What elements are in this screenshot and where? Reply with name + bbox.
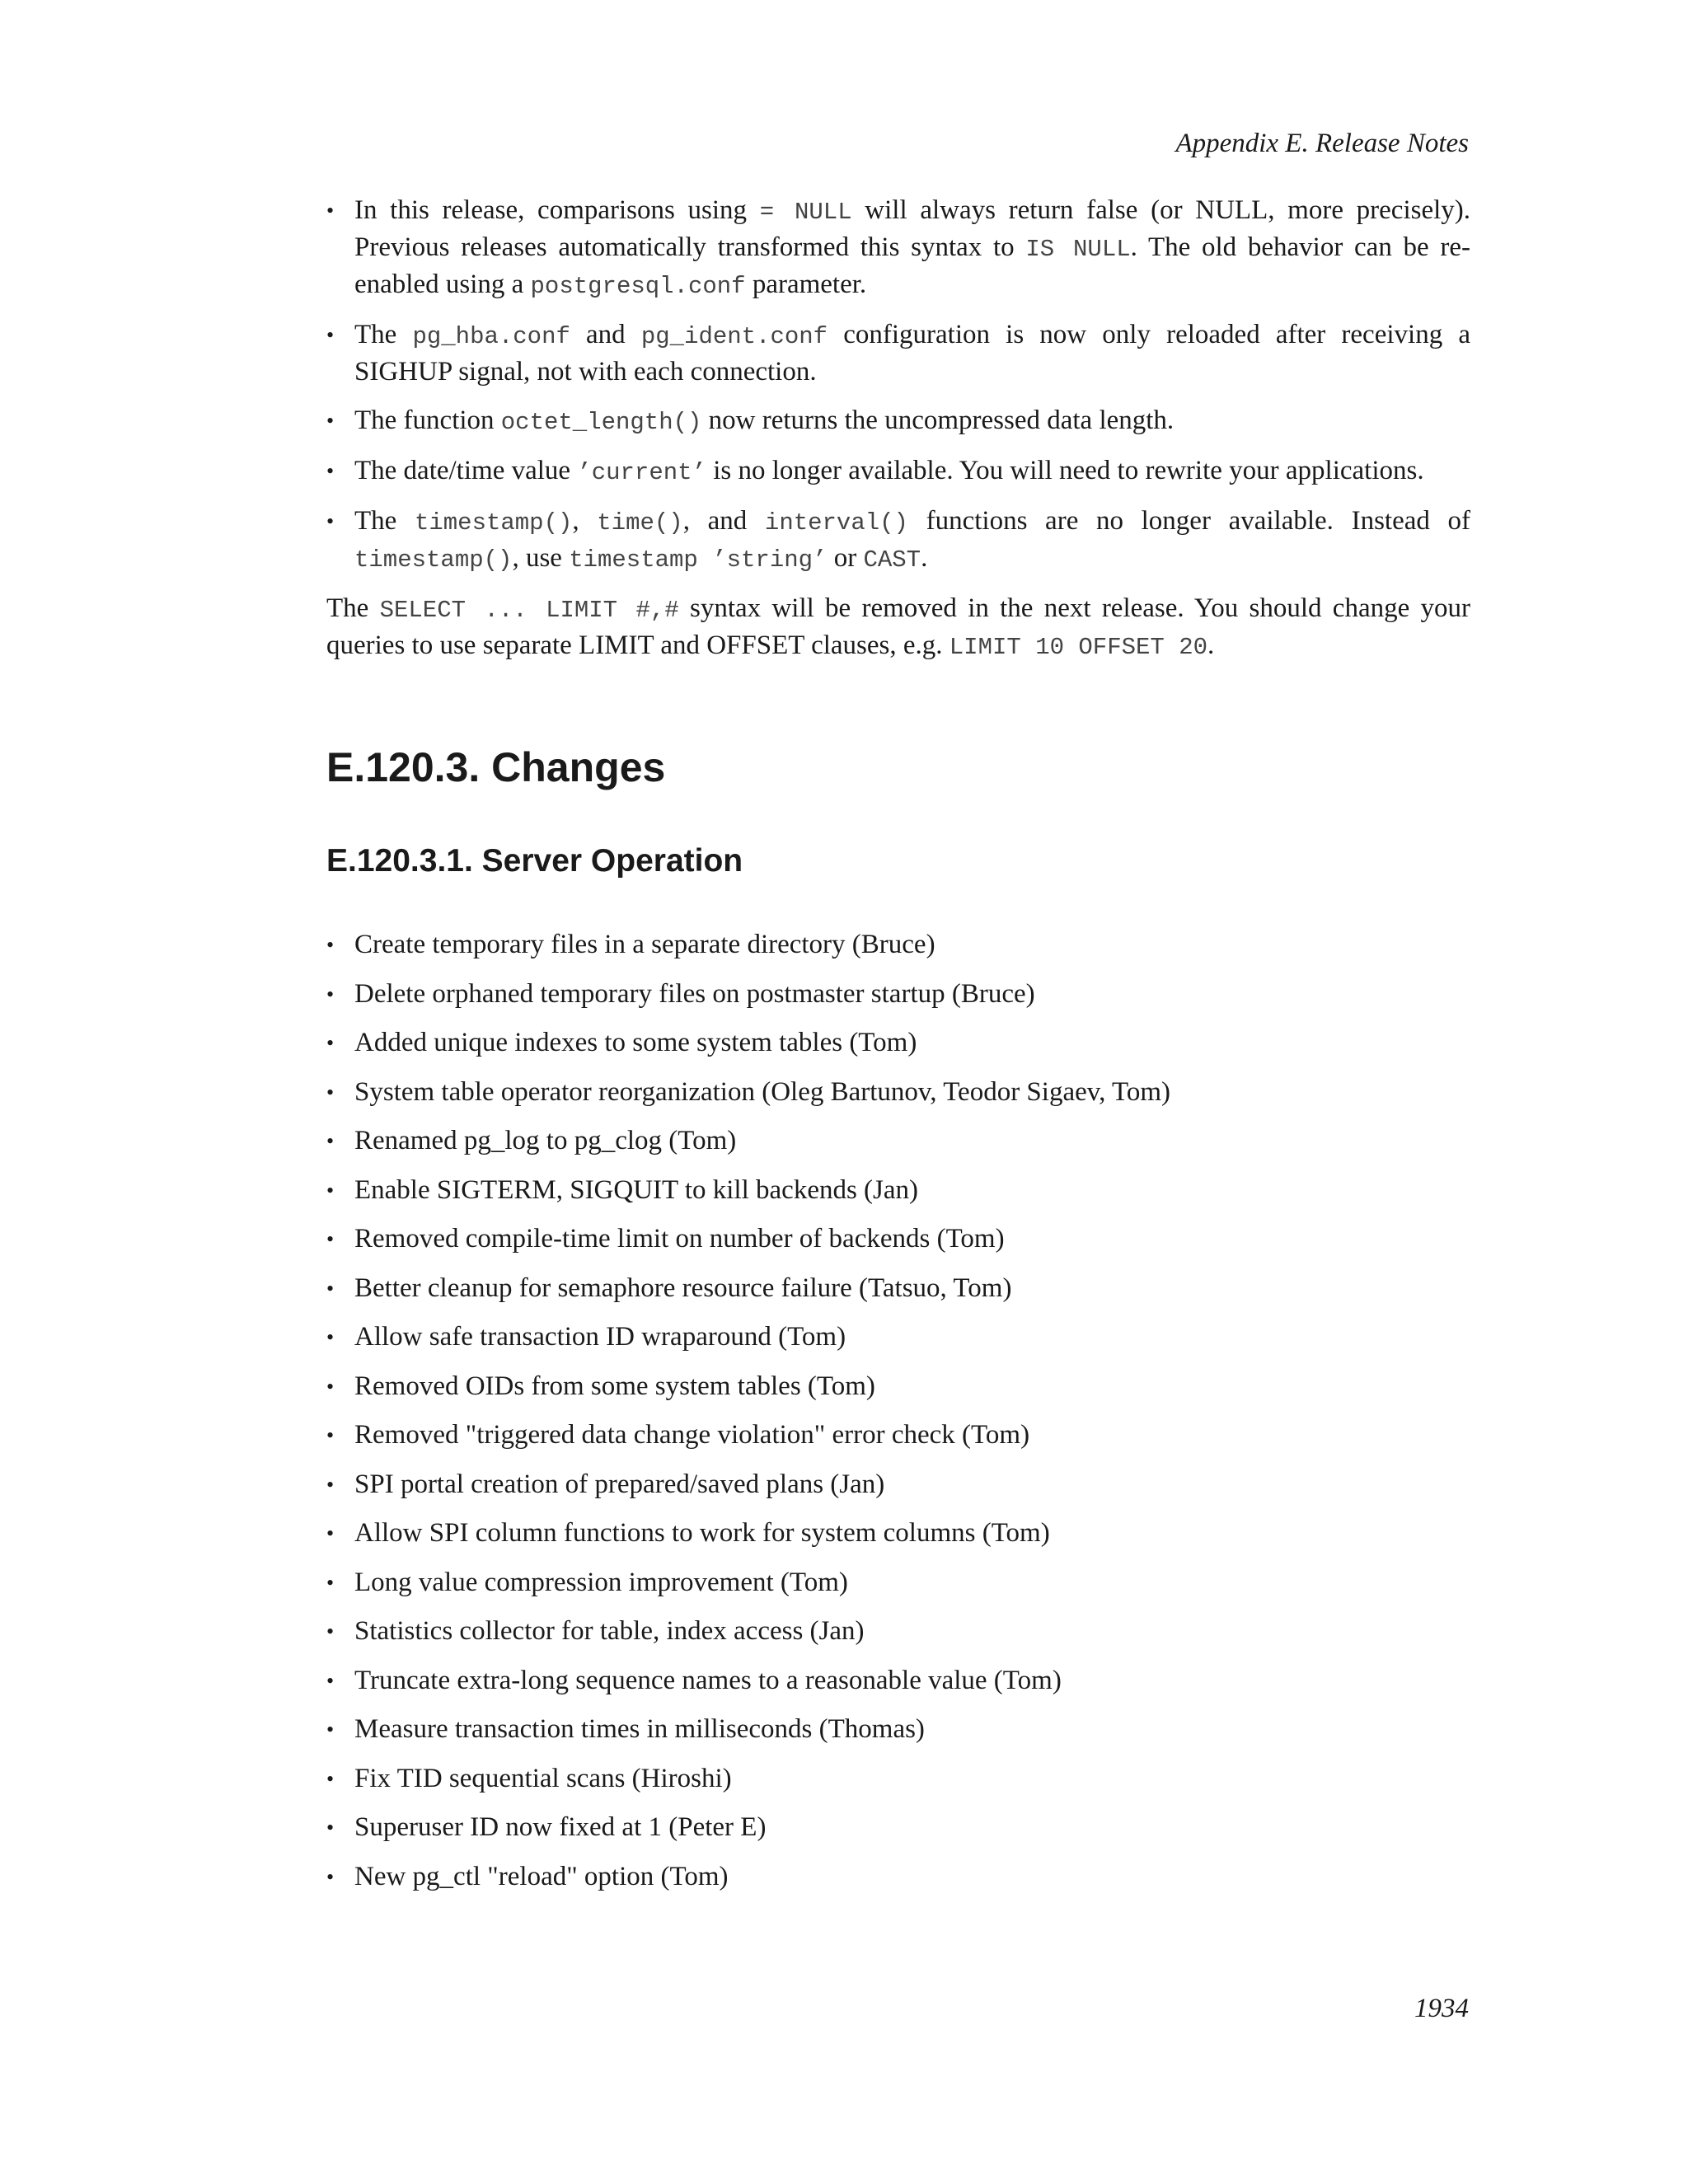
subsection-heading: E.120.3.1. Server Operation (326, 843, 743, 879)
code-span: pg_hba.conf (412, 323, 570, 350)
code-span: interval() (764, 509, 908, 537)
code-span: CAST (863, 546, 921, 574)
list-item: • Statistics collector for table, index access (Jan) (326, 1614, 1470, 1649)
list-item: • Renamed pg_log to pg_clog (Tom) (326, 1123, 1470, 1159)
list-item: • System table operator reorganization (Oleg Bartunov, Teodor Sigaev, Tom) (326, 1075, 1470, 1110)
list-item: • The pg_hba.conf and pg_ident.conf configuration is now only reloaded after receiving a SIGHUP signal, not with each connection. (326, 317, 1470, 390)
list-item: • Removed compile-time limit on number of backends (Tom) (326, 1221, 1470, 1257)
list-item: • Truncate extra-long sequence names to a reasonable value (Tom) (326, 1663, 1470, 1699)
code-span: = NULL (759, 199, 852, 226)
server-operation-list (326, 927, 1470, 1895)
code-span: ’current’ (577, 459, 706, 486)
code-span: pg_ident.conf (640, 323, 828, 350)
list-item: • In this release, comparisons using = NULL will always return false (or NULL, more precisely). Previous releases automatically transformed this syntax to IS NULL. The old behavior can be re-enabled using a postgresql.conf parameter. (326, 193, 1470, 304)
list-item: • SPI portal creation of prepared/saved plans (Jan) (326, 1467, 1470, 1502)
list-item: • The timestamp(), time(), and interval() functions are no longer available. Instead of timestamp(), use timestamp ’string’ or CAST. (326, 504, 1470, 578)
section-heading: E.120.3. Changes (326, 744, 666, 790)
list-item: • Long value compression improvement (Tom) (326, 1565, 1470, 1601)
code-span: timestamp() (354, 546, 513, 574)
list-item: • Delete orphaned temporary files on postmaster startup (Bruce) (326, 977, 1470, 1012)
running-header: Appendix E. Release Notes (1175, 129, 1469, 158)
list-item: • The function octet_length() now returns the uncompressed data length. (326, 403, 1470, 440)
code-span: time() (597, 509, 683, 537)
code-span: SELECT ... LIMIT #,# (379, 597, 679, 624)
list-item: • Create temporary files in a separate directory (Bruce) (326, 927, 1470, 963)
page-number: 1934 (1414, 1994, 1469, 2023)
list-item: • Fix TID sequential scans (Hiroshi) (326, 1761, 1470, 1797)
list-item: • New pg_ctl "reload" option (Tom) (326, 1859, 1470, 1895)
code-span: octet_length() (500, 409, 702, 436)
list-item: • Allow SPI column functions to work for system columns (Tom) (326, 1516, 1470, 1551)
code-span: IS NULL (1025, 236, 1131, 263)
code-span: postgresql.conf (530, 273, 746, 300)
list-item: • Allow safe transaction ID wraparound (Tom) (326, 1319, 1470, 1355)
code-span: LIMIT 10 OFFSET 20 (949, 634, 1208, 661)
list-item: • Removed "triggered data change violation" error check (Tom) (326, 1418, 1470, 1453)
migration-notes-list (326, 193, 1470, 578)
list-item: • Removed OIDs from some system tables (Tom) (326, 1369, 1470, 1404)
code-span: timestamp ’string’ (569, 546, 828, 574)
code-span: timestamp() (414, 509, 573, 537)
list-item: • Enable SIGTERM, SIGQUIT to kill backends (Jan) (326, 1173, 1470, 1208)
limit-syntax-note: The SELECT ... LIMIT #,# syntax will be removed in the next release. You should change your queries to use separate LIMIT and OFFSET clauses, e.g. LIMIT 10 OFFSET 20. (326, 593, 1471, 661)
page-content (326, 193, 1470, 1908)
list-item: • The date/time value ’current’ is no longer available. You will need to rewrite your applications. (326, 453, 1470, 490)
list-item: • Better cleanup for semaphore resource failure (Tatsuo, Tom) (326, 1271, 1470, 1306)
list-item: • Measure transaction times in milliseconds (Thomas) (326, 1712, 1470, 1747)
list-item: • Superuser ID now fixed at 1 (Peter E) (326, 1810, 1470, 1845)
list-item: • Added unique indexes to some system tables (Tom) (326, 1025, 1470, 1061)
